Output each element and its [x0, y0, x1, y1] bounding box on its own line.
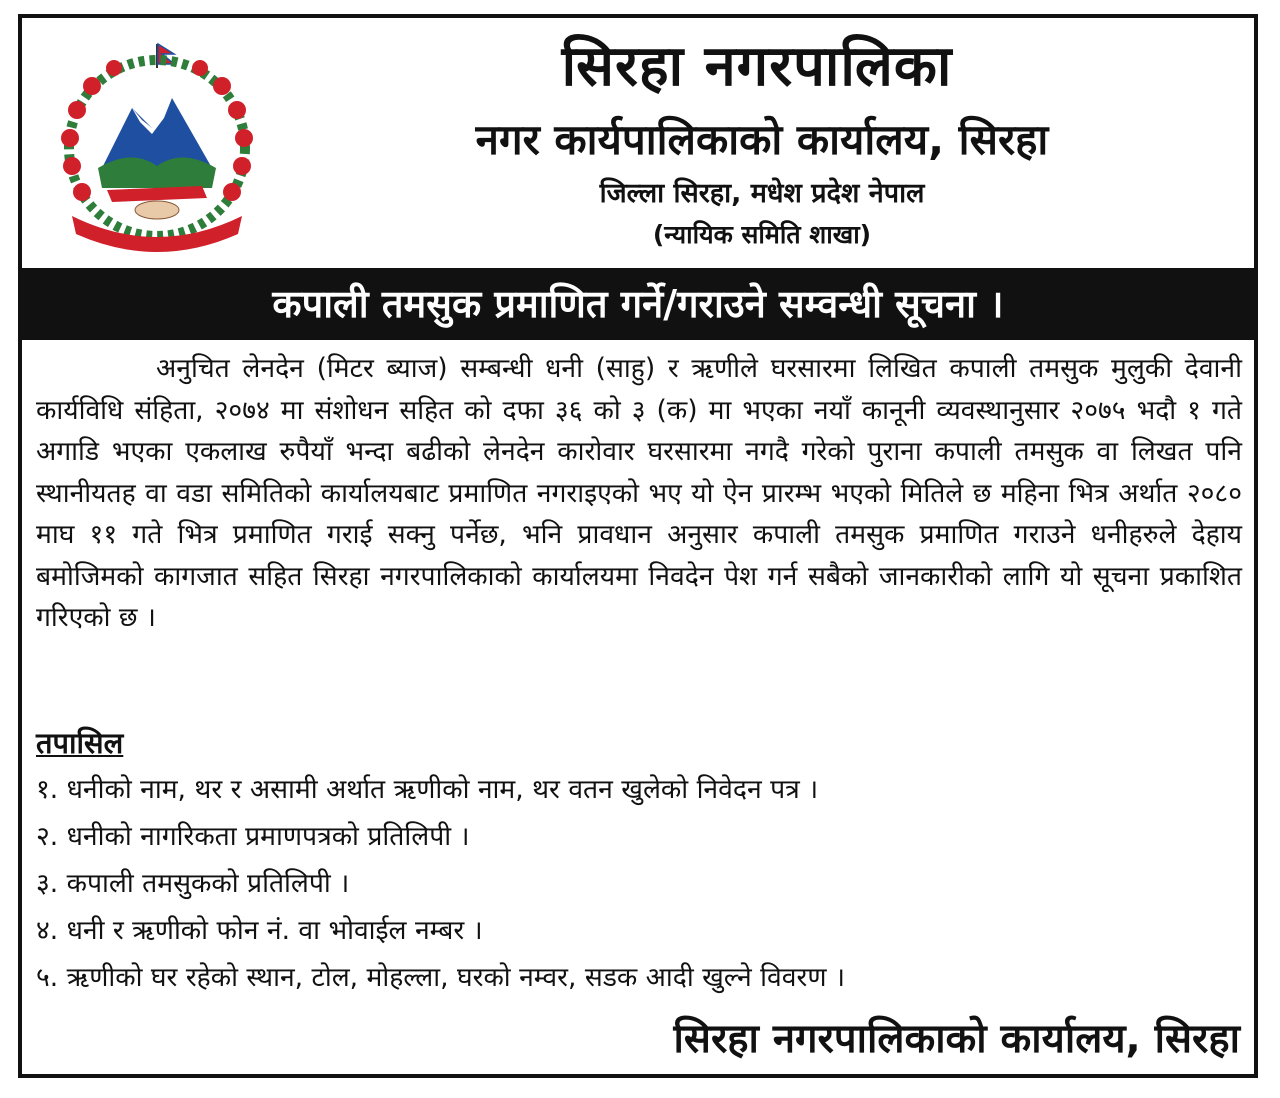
- list-item: ५. ऋणीको घर रहेको स्थान, टोल, मोहल्ला, घरको नम्वर, सडक आदी खुल्ने विवरण ।: [36, 962, 845, 993]
- requirements-list: [36, 766, 1236, 1001]
- list-heading: तपासिल: [36, 726, 124, 760]
- municipality-name: सिरहा नगरपालिका: [561, 34, 953, 99]
- list-item: १. धनीको नाम, थर र असामी अर्थात ऋणीको नाम, थर वतन खुलेको निवेदन पत्र ।: [36, 774, 819, 805]
- list-item: २. धनीको नागरिकता प्रमाणपत्रको प्रतिलिपी ।: [36, 821, 470, 852]
- nepal-emblem-icon: [52, 38, 262, 253]
- notice-heading: कपाली तमसुक प्रमाणित गर्ने/गराउने सम्वन्धी सूचना ।: [22, 268, 1254, 340]
- letterhead: [22, 18, 1254, 268]
- office-address: जिल्ला सिरहा, मधेश प्रदेश नेपाल: [599, 178, 925, 209]
- notice-frame: [18, 14, 1258, 1078]
- list-item: ३. कपाली तमसुकको प्रतिलिपी ।: [36, 868, 350, 899]
- office-name: नगर कार्यपालिकाको कार्यालय, सिरहा: [475, 115, 1049, 164]
- issuer-signature: सिरहा नगरपालिकाको कार्यालय, सिरहा: [673, 1016, 1240, 1062]
- list-item: ४. धनी र ऋणीको फोन नं. वा भोवाईल नम्बर ।: [36, 915, 483, 946]
- branch-name: (न्यायिक समिति शाखा): [652, 220, 872, 249]
- notice-body: अनुचित लेनदेन (मिटर ब्याज) सम्बन्धी धनी (साहु) र ऋणीले घरसारमा लिखित कपाली तमसुक मुलुकी देवानी कार्यविधि संहिता, २०७४ मा संशोधन सहित को दफा ३६ को ३ (क) मा भएका नयाँ कानूनी व्यवस्थानुसार २०७५ भदौ १ गते अगाडि भएका एकलाख रुपैयाँ भन्दा बढीको लेनदेन कारोवार घरसारमा नगदै गरेको पुराना कपाली तमसुक वा लिखत पनि स्थानीयतह वा वडा समितिको कार्यालयबाट प्रमाणित नगराइएको भए यो ऐन प्रारम्भ भएको मितिले छ महिना भित्र अर्थात २०८० माघ ११ गते भित्र प्रमाणित गराई सक्नु पर्नेछ, भनि प्रावधान अनुसार कपाली तमसुक प्रमाणित गराउने धनीहरुले देहाय बमोजिमको कागजात सहित सिरहा नगरपालिकाको कार्यालयमा निवदेन पेश गर्न सबैको जानकारीको लागि यो सूचना प्रकाशित गरिएको छ ।: [36, 353, 1242, 633]
